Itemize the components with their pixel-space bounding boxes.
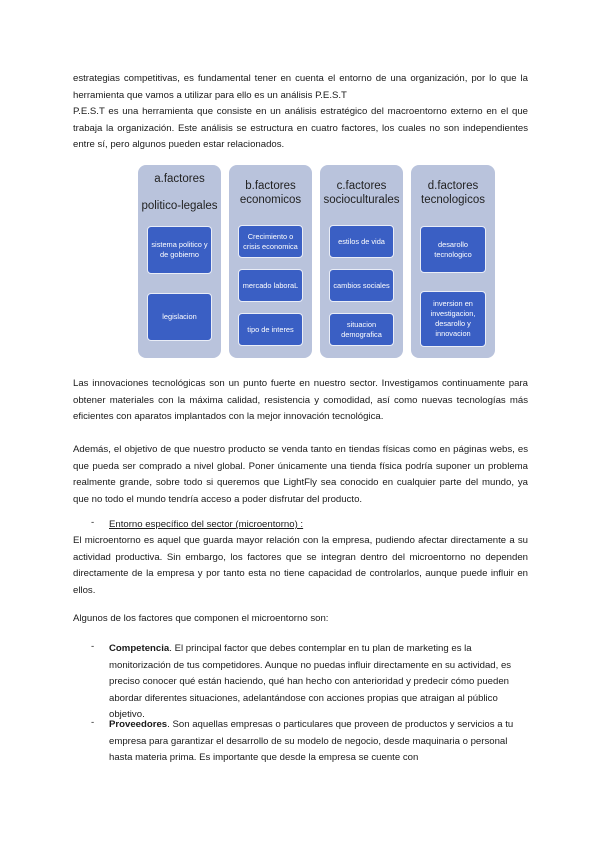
pest-diagram xyxy=(138,165,495,358)
factor-tile: estilos de vida xyxy=(329,225,394,258)
list-bullet-dash: - xyxy=(91,641,95,652)
column-title-line1: b.factores xyxy=(245,180,296,192)
global-paragraph: Además, el objetivo de que nuestro producto se venda tanto en tiendas físicas como en páginas webs, es que pueda ser comprado a nivel global. Poner únicamente una tienda física podría suponer un problema realmente grande, sobre todo si queremos que LightFly sea conocido en cualquier parte del mundo, ya que no todo el mundo tendría acceso a poder disfrutar del producto. xyxy=(73,444,528,505)
factor-tile: Crecimiento o crisis economica xyxy=(238,225,303,258)
column-politico-legales xyxy=(138,165,221,358)
column-title-line2: socioculturales xyxy=(323,194,400,206)
column-economicos xyxy=(229,165,312,358)
column-title-line2: politico-legales xyxy=(141,200,218,212)
factor-tile: desarollo tecnologico xyxy=(420,226,486,273)
list-item xyxy=(109,717,529,767)
column-title-line1: a.factores xyxy=(154,173,205,185)
factor-tile: situacion demografica xyxy=(329,313,394,346)
list-item-term: Proveedores xyxy=(109,719,168,730)
factor-tile: mercado laboraL xyxy=(238,269,303,302)
list-bullet-dash: - xyxy=(91,717,95,728)
factor-tile: inversion en investigacion, desarollo y innovacion xyxy=(420,291,486,347)
factor-tile: sistema politico y de gobierno xyxy=(147,226,212,274)
column-socioculturales xyxy=(320,165,403,358)
list-item-text: . El principal factor que debes contemplar en tu plan de marketing es la monitorización de tus competidores. Aunque no puedas influir directamente en su actividad, es preciso conocer qué están haciendo, qué han hecho con anterioridad y predecir cómo pueden abordar diferentes situaciones, adelantándose con acciones propias que atraigan al público objetivo. xyxy=(109,643,512,720)
heading-bullet-dash: - xyxy=(91,517,95,528)
innovations-paragraph: Las innovaciones tecnológicas son un punto fuerte en nuestro sector. Investigamos continuamente para obtener materiales con la máxima calidad, resistencia y comodidad, así como nuevas tecnologías más eficientes con aparatos implantados con la mejor innovación tecnológica. xyxy=(73,378,528,422)
microentorno-heading: Entorno específico del sector (microentorno) : xyxy=(109,519,304,530)
list-item-term: Competencia xyxy=(109,643,170,654)
column-title-line2: economicos xyxy=(239,194,302,206)
column-title-line1: c.factores xyxy=(336,180,387,192)
pest-paragraph: P.E.S.T es una herramienta que consiste en un análisis estratégico del macroentorno externo en el que trabaja la organización. Este análisis se estructura en cuatro factores, los cuales no son independientes entre sí, pero algunos pueden estar relacionados. xyxy=(73,106,528,150)
column-title-line1: d.factores xyxy=(427,180,479,192)
list-item xyxy=(109,641,529,724)
factors-list-intro: Algunos de los factores que componen el microentorno son: xyxy=(73,613,329,624)
factor-tile: tipo de interes xyxy=(238,313,303,346)
column-tecnologicos xyxy=(411,165,495,358)
microentorno-definition: El microentorno es aquel que guarda mayor relación con la empresa, pudiendo afectar directamente a su actividad productiva. Sin embargo, los factores que se integran dentro del microentorno no dependen directamente de la empresa y por tanto esta no tiene capacidad de controlarlos, aunque puede influir en ellos. xyxy=(73,535,528,596)
intro-paragraph: estrategias competitivas, es fundamental tener en cuenta el entorno de una organización, por lo que la herramienta que vamos a utilizar para ello es un análisis P.E.S.T xyxy=(73,73,528,101)
list-item-text: . Son aquellas empresas o particulares que proveen de productos y servicios a tu empresa para garantizar el desarrollo de su modelo de negocio, desde maquinaria o personal hasta materia prima. Es importante que desde la empresa se cuente con xyxy=(109,719,514,763)
factor-tile: cambios sociales xyxy=(329,269,394,302)
column-title-line2: tecnologicos xyxy=(421,194,485,206)
factor-tile: legislacion xyxy=(147,293,212,341)
